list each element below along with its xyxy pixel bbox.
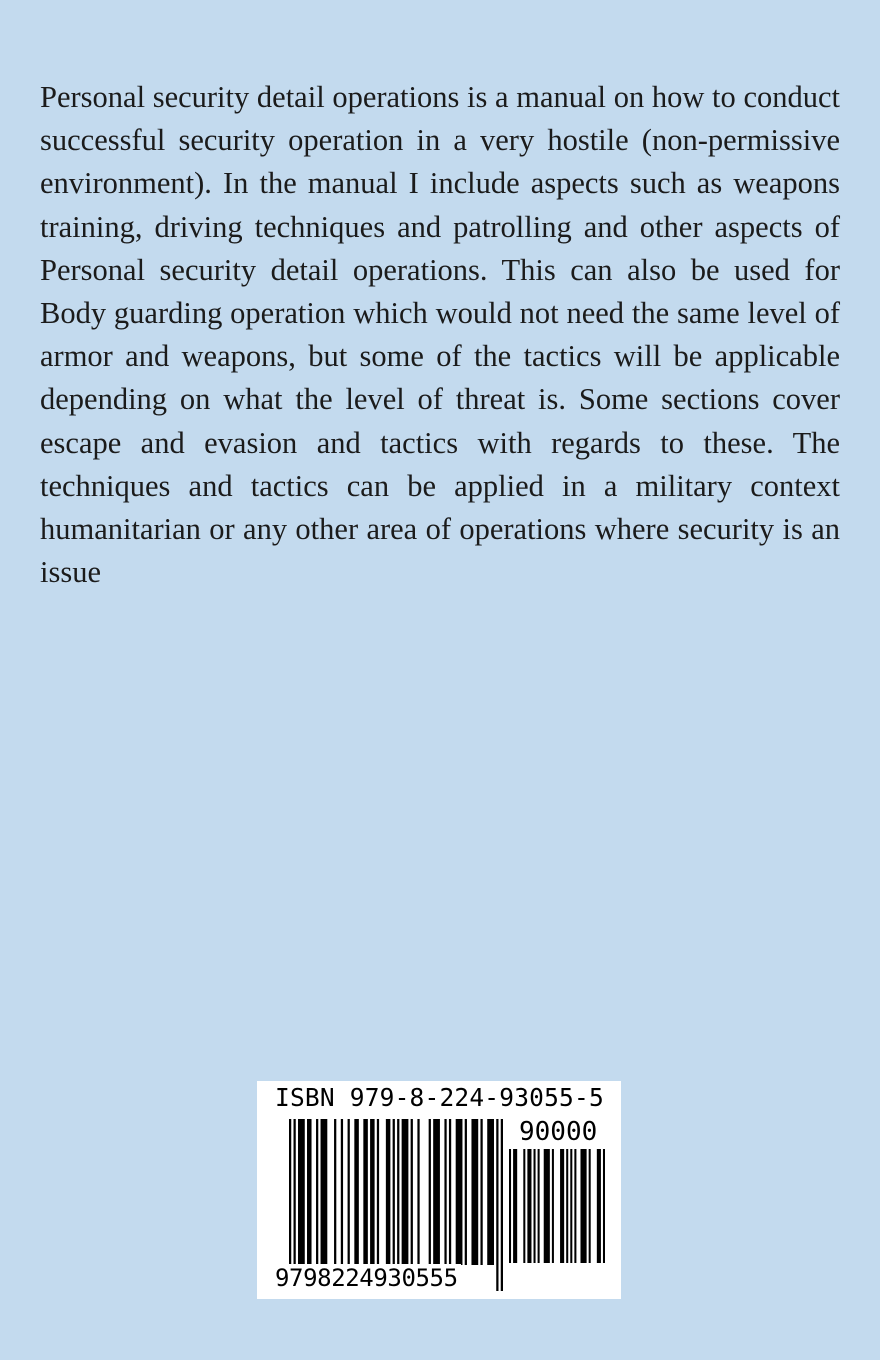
barcode-bar <box>589 1149 591 1263</box>
barcode-bar <box>513 1149 517 1263</box>
barcode-bar <box>527 1149 531 1263</box>
barcode-bar <box>570 1149 572 1263</box>
barcode-bar <box>487 1119 494 1265</box>
price-addon-barcode <box>509 1149 605 1263</box>
barcode-bar <box>433 1119 440 1265</box>
barcode-bar <box>552 1149 554 1263</box>
ean-digits: 9798224930555 <box>275 1264 461 1292</box>
barcode-bar <box>544 1149 550 1263</box>
barcode-bar <box>417 1119 419 1265</box>
barcode-bar <box>377 1119 379 1265</box>
barcode-bar <box>509 1149 511 1263</box>
barcode-bar <box>444 1119 446 1265</box>
barcode-bar <box>316 1119 318 1265</box>
barcode-bar <box>523 1149 525 1263</box>
book-description: Personal security detail operations is a manual on how to conduct successful security operation in a very hostile (non-permissive environment). In the manual I include aspects such as weapons training, driving techniques and patrolling and other aspects of Personal security detail operations. This can also be used for Body guarding operation which would not need the same level of armor and weapons, but some of the tactics will be applicable depending on what the level of threat is. Some sections cover escape and evasion and tactics with regards to these. The techniques and tactics can be applied in a military context humanitarian or any other area of operations where security is an issue <box>40 80 840 590</box>
barcode-bar <box>534 1149 536 1263</box>
barcode-guard-bar <box>496 1119 498 1291</box>
barcode-bar <box>411 1119 413 1265</box>
barcode-bar <box>363 1119 368 1265</box>
barcode-bar <box>560 1149 564 1263</box>
barcode-bar <box>341 1119 343 1265</box>
isbn-barcode-box <box>257 1081 621 1299</box>
barcode-bar <box>354 1119 359 1265</box>
barcode-bar <box>402 1119 409 1265</box>
barcode-bar <box>321 1119 328 1265</box>
isbn-label: ISBN 979-8-224-93055-5 <box>275 1083 604 1112</box>
barcode-bar <box>456 1119 463 1265</box>
barcode-bar <box>348 1119 350 1265</box>
barcode-bar <box>429 1119 431 1265</box>
barcode-bar <box>471 1119 478 1265</box>
barcode-bar <box>538 1149 540 1263</box>
barcode-bar <box>298 1119 305 1265</box>
barcode-bar <box>480 1119 482 1265</box>
barcode-bar <box>603 1149 605 1263</box>
barcode-bar <box>580 1149 586 1263</box>
barcode-bar <box>370 1119 375 1265</box>
barcode-bar <box>566 1149 568 1263</box>
barcode-bar <box>307 1119 312 1265</box>
barcode-bar <box>386 1119 391 1265</box>
barcode-bar <box>597 1149 601 1263</box>
price-code: 90000 <box>519 1117 598 1147</box>
barcode-guard-bar <box>501 1119 503 1291</box>
barcode-bar <box>574 1149 576 1263</box>
barcode-bar <box>449 1119 451 1265</box>
barcode-bar <box>465 1119 467 1265</box>
barcode-bar <box>334 1119 336 1265</box>
